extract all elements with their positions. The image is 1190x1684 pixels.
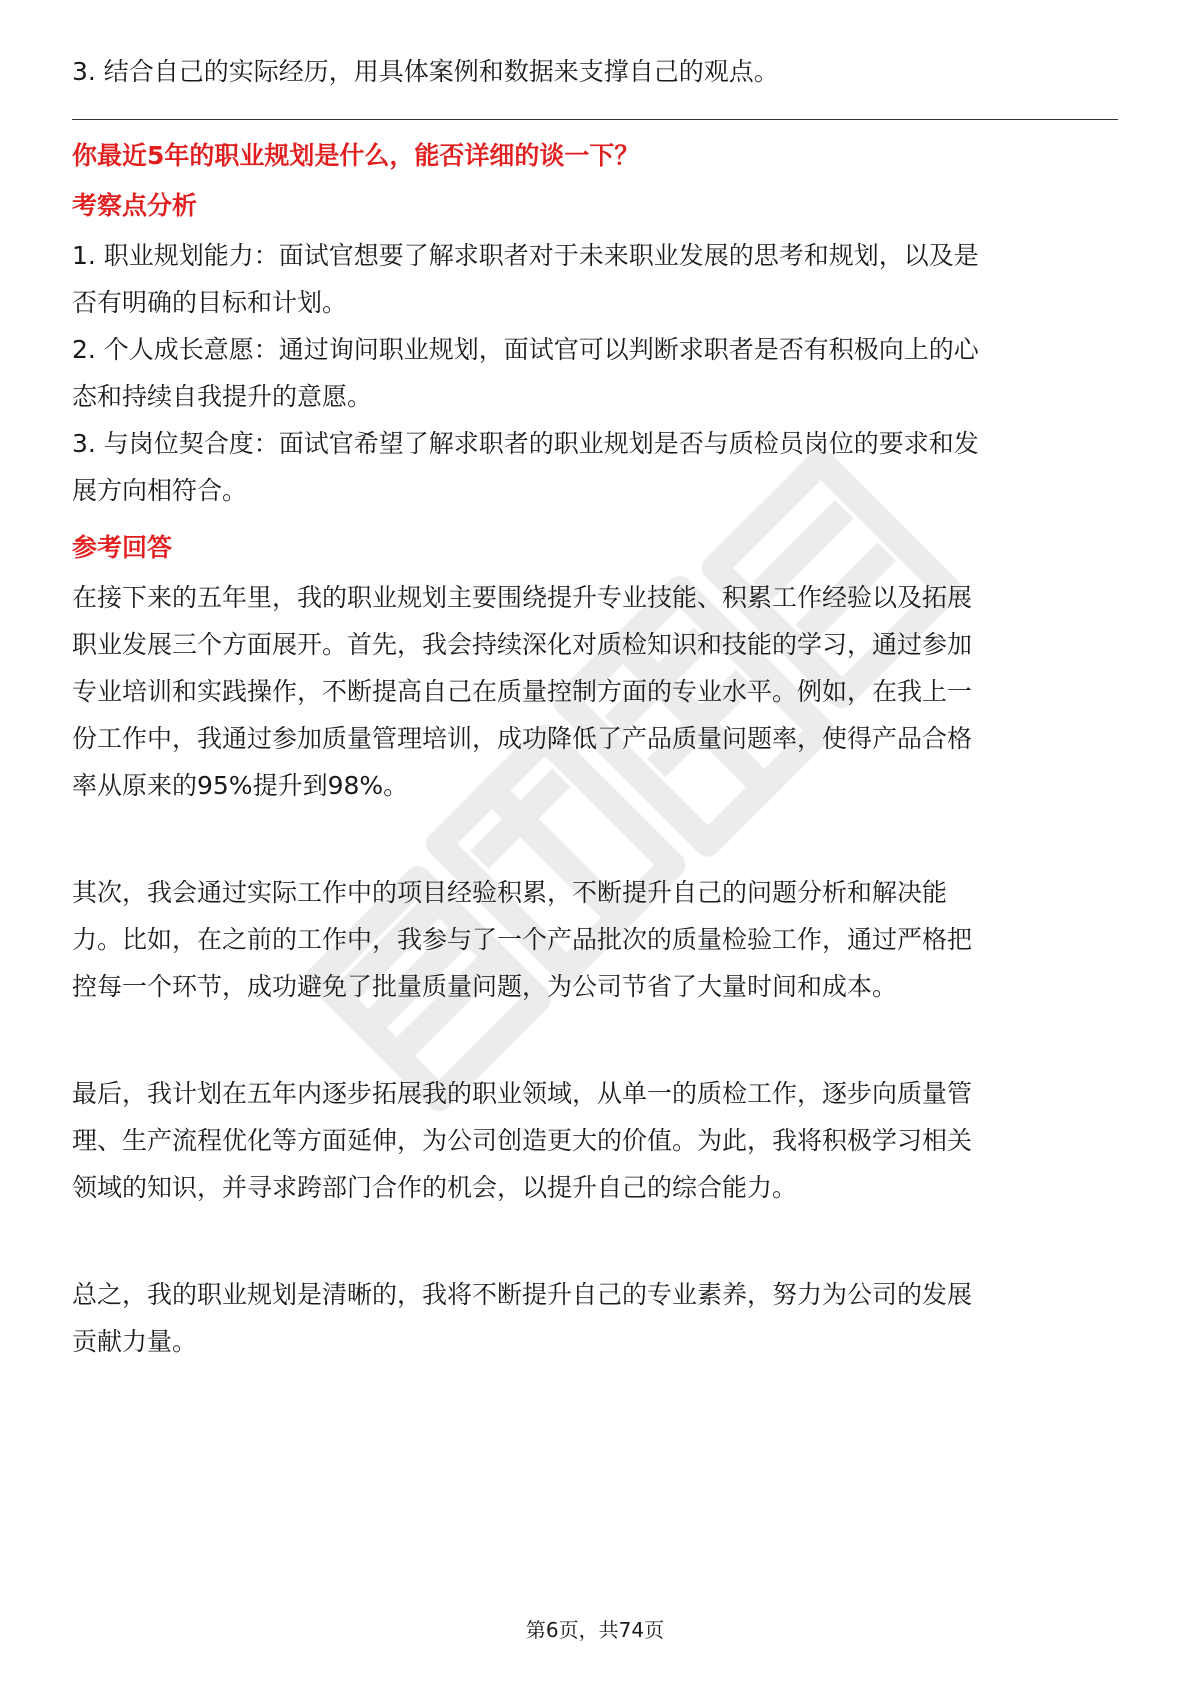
analysis-item — [72, 420, 1118, 514]
paragraph-line: 最后，我计划在五年内逐步拓展我的职业领域，从单一的质检工作，逐步向质量管 — [72, 1079, 973, 1108]
paragraph-line: 专业培训和实践操作，不断提高自己在质量控制方面的专业水平。例如，在我上一 — [72, 677, 973, 706]
paragraph-spacer — [72, 1010, 1118, 1070]
paragraph-line: 总之，我的职业规划是清晰的，我将不断提升自己的专业素养，努力为公司的发展 — [72, 1280, 973, 1309]
paragraph-line: 理、生产流程优化等方面延伸，为公司创造更大的价值。为此，我将积极学习相关 — [72, 1126, 973, 1155]
analysis-section — [72, 186, 1118, 514]
analysis-line: 3. 与岗位契合度：面试官希望了解求职者的职业规划是否与质检员岗位的要求和发 — [72, 429, 979, 458]
answer-paragraph — [72, 574, 1118, 809]
analysis-item — [72, 232, 1118, 326]
paragraph-line: 其次，我会通过实际工作中的项目经验积累，不断提升自己的问题分析和解决能 — [72, 878, 948, 907]
analysis-line: 展方向相符合。 — [72, 476, 248, 505]
answer-paragraph — [72, 1070, 1118, 1211]
analysis-line: 1. 职业规划能力：面试官想要了解求职者对于未来职业发展的思考和规划，以及是 — [72, 241, 979, 270]
paragraph-line: 率从原来的95%提升到98%。 — [72, 771, 409, 800]
section-divider — [72, 119, 1118, 120]
answer-title: 参考回答 — [72, 533, 173, 562]
paragraph-spacer — [72, 855, 1118, 869]
paragraph-line: 职业发展三个方面展开。首先，我会持续深化对质检知识和技能的学习，通过参加 — [72, 630, 973, 659]
answer-paragraph — [72, 1271, 1118, 1365]
paragraph-line: 领域的知识，并寻求跨部门合作的机会，以提升自己的综合能力。 — [72, 1173, 798, 1202]
answer-section — [72, 528, 1118, 1365]
analysis-item — [72, 326, 1118, 420]
paragraph-line: 份工作中，我通过参加质量管理培训，成功降低了产品质量问题率，使得产品合格 — [72, 724, 973, 753]
paragraph-spacer — [72, 1211, 1118, 1271]
interview-question: 你最近5年的职业规划是什么，能否详细的谈一下？ — [72, 141, 640, 170]
top-list-item: 3. 结合自己的实际经历，用具体案例和数据来支撑自己的观点。 — [72, 57, 779, 86]
analysis-line: 态和持续自我提升的意愿。 — [72, 382, 373, 411]
paragraph-line: 贡献力量。 — [72, 1327, 198, 1356]
analysis-line: 2. 个人成长意愿：通过询问职业规划，面试官可以判断求职者是否有积极向上的心 — [72, 335, 979, 364]
paragraph-spacer — [72, 809, 1118, 855]
paragraph-line: 控每一个环节，成功避免了批量质量问题，为公司节省了大量时间和成本。 — [72, 972, 898, 1001]
analysis-line: 否有明确的目标和计划。 — [72, 288, 348, 317]
answer-paragraph — [72, 869, 1118, 1010]
analysis-title: 考察点分析 — [72, 191, 198, 220]
paragraph-line: 在接下来的五年里，我的职业规划主要围绕提升专业技能、积累工作经验以及拓展 — [72, 583, 973, 612]
page-footer: 第6页，共74页 — [525, 1618, 665, 1642]
main-content — [72, 48, 1118, 1365]
paragraph-line: 力。比如，在之前的工作中，我参与了一个产品批次的质量检验工作，通过严格把 — [72, 925, 973, 954]
